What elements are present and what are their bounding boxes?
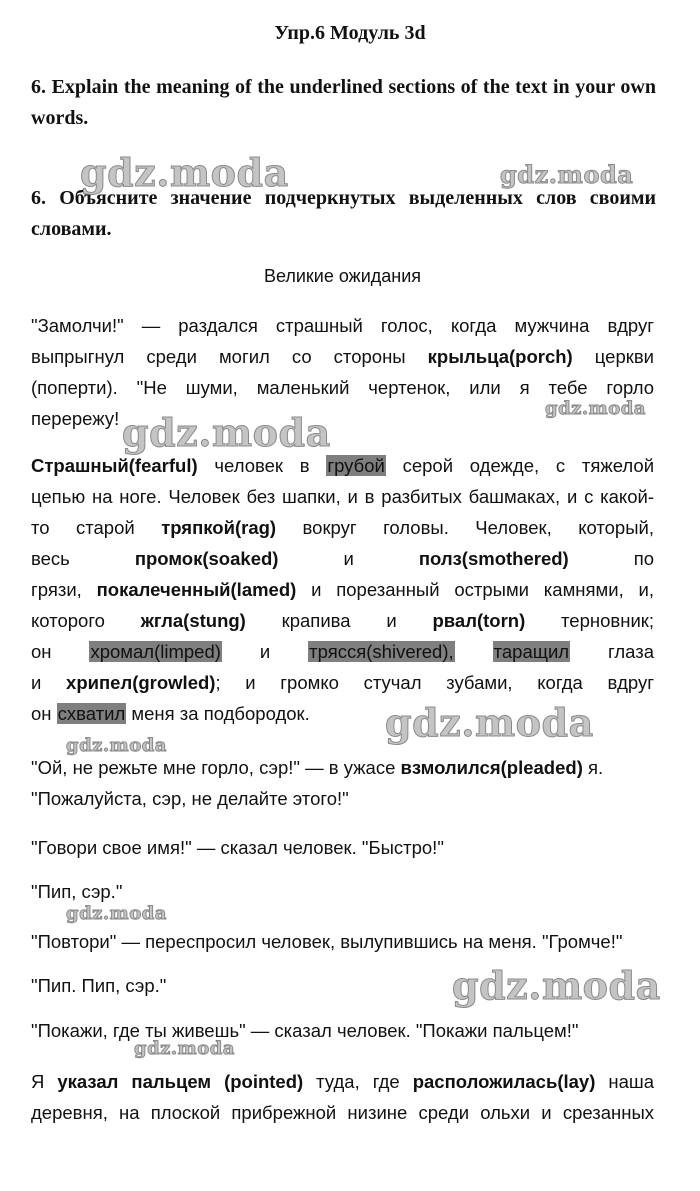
term-lamed: покалеченный(lamed)	[96, 579, 297, 600]
term-smothered: полз(smothered)	[418, 548, 569, 569]
paragraph-3	[31, 752, 654, 814]
p1-line-4: перережу!	[31, 408, 120, 429]
text-line: "Повтори" — переспросил человек, вылупившись на меня. "Громче!"	[31, 931, 623, 952]
term-growled: хрипел(growled)	[66, 672, 216, 693]
term-pointed: указал пальцем (pointed)	[57, 1071, 304, 1092]
text-span: церкви	[594, 346, 655, 367]
highlighted-shivered: трясся(shivered),	[309, 641, 454, 662]
text-span: и	[31, 672, 42, 693]
text-span: он	[31, 703, 52, 724]
p2-line-3	[31, 512, 654, 543]
highlighted-stared: таращил	[493, 641, 570, 662]
task-english: 6. Explain the meaning of the underlined sections of the text in your own words.	[31, 76, 656, 129]
text-span: и	[259, 641, 271, 662]
term-stung: жгла(stung)	[140, 610, 246, 631]
text-span: "Ой, не режьте мне горло, сэр!" — в ужасе	[31, 757, 396, 778]
term-rag: тряпкой(rag)	[161, 517, 277, 538]
highlighted-limped: хромал(limped)	[90, 641, 221, 662]
p9-line-2: деревня, на плоской прибрежной низине среди ольхи и срезанных	[31, 1102, 654, 1123]
p2-line-5	[31, 574, 654, 605]
p1-line-2	[31, 341, 654, 372]
highlighted-word: грубой	[327, 455, 385, 476]
p9-line-1	[31, 1066, 654, 1097]
highlighted-grabbed: схватил	[57, 703, 126, 724]
p2-line-4	[31, 543, 654, 574]
p3-line-1	[31, 752, 654, 783]
text-span: Я	[31, 1071, 45, 1092]
watermark: gdz.moda	[500, 160, 634, 189]
paragraph-4	[31, 832, 654, 863]
paragraph-2	[31, 450, 654, 729]
text-span: туда, где	[316, 1071, 400, 1092]
p1-line-1: "Замолчи!" — раздался страшный голос, когда мужчина вдруг	[31, 315, 654, 336]
term-fearful: Страшный(fearful)	[31, 455, 198, 476]
text-span: весь	[31, 548, 70, 569]
watermark: gdz.moda	[66, 903, 167, 924]
text-span: и	[343, 548, 354, 569]
text-line: "Пип. Пип, сэр."	[31, 975, 167, 996]
text-span: крапива и	[281, 610, 397, 631]
term-porch: крыльца(porch)	[427, 346, 573, 367]
p1-line-3: (поперти). "Не шуми, маленький чертенок, или я тебе горло	[31, 377, 654, 398]
watermark: gdz.moda	[134, 1038, 235, 1059]
page-title: Упр.6 Модуль 3d	[274, 22, 426, 44]
text-line: "Покажи, где ты живешь" — сказал человек. "Покажи пальцем!"	[31, 1020, 579, 1041]
text-span: человек в	[214, 455, 310, 476]
paragraph-9	[31, 1066, 654, 1128]
text-line: "Говори свое имя!" — сказал человек. "Быстро!"	[31, 837, 444, 858]
text-line: "Пип, сэр."	[31, 881, 123, 902]
text-span: наша	[608, 1071, 654, 1092]
watermark: gdz.moda	[545, 398, 646, 419]
text-span: вокруг головы. Человек, который,	[302, 517, 654, 538]
p2-line-2: цепью на ноге. Человек без шапки, и в разбитых башмаках, и с какой-	[31, 486, 654, 507]
task-russian: 6. Объясните значение подчеркнутых выделенных слов своими словами.	[31, 187, 656, 240]
term-pleaded: взмолился(pleaded)	[400, 757, 583, 778]
text-span: терновник;	[561, 610, 655, 631]
text-span: меня за подбородок.	[131, 703, 310, 724]
term-torn: рвал(torn)	[432, 610, 526, 631]
text-span: по	[633, 548, 655, 569]
text-span: я.	[588, 757, 604, 778]
text-span: и порезанный острыми камнями, и,	[311, 579, 654, 600]
text-span: ; и громко стучал зубами, когда вдруг	[215, 672, 655, 693]
watermark: gdz.moda	[66, 735, 167, 756]
text-span: грязи,	[31, 579, 82, 600]
text-span: выпрыгнул среди могил со стороны	[31, 346, 406, 367]
paragraph-8	[31, 1015, 654, 1046]
term-lay: расположилась(lay)	[412, 1071, 596, 1092]
watermark: gdz.moda	[80, 150, 289, 195]
p2-line-6	[31, 605, 654, 636]
p3-line-2: "Пожалуйста, сэр, не делайте этого!"	[31, 788, 349, 809]
watermark: gdz.moda	[385, 700, 594, 745]
p2-line-8	[31, 667, 654, 698]
text-span: глаза	[608, 641, 655, 662]
text-span: которого	[31, 610, 105, 631]
paragraph-6	[31, 926, 654, 957]
text-span: то старой	[31, 517, 135, 538]
text-span: он	[31, 641, 52, 662]
watermark: gdz.moda	[452, 963, 661, 1008]
text-span: серой одежде, с тяжелой	[402, 455, 655, 476]
text-title: Великие ожидания	[263, 266, 422, 286]
p2-line-7	[31, 636, 654, 667]
watermark: gdz.moda	[122, 410, 331, 455]
term-soaked: промок(soaked)	[134, 548, 279, 569]
